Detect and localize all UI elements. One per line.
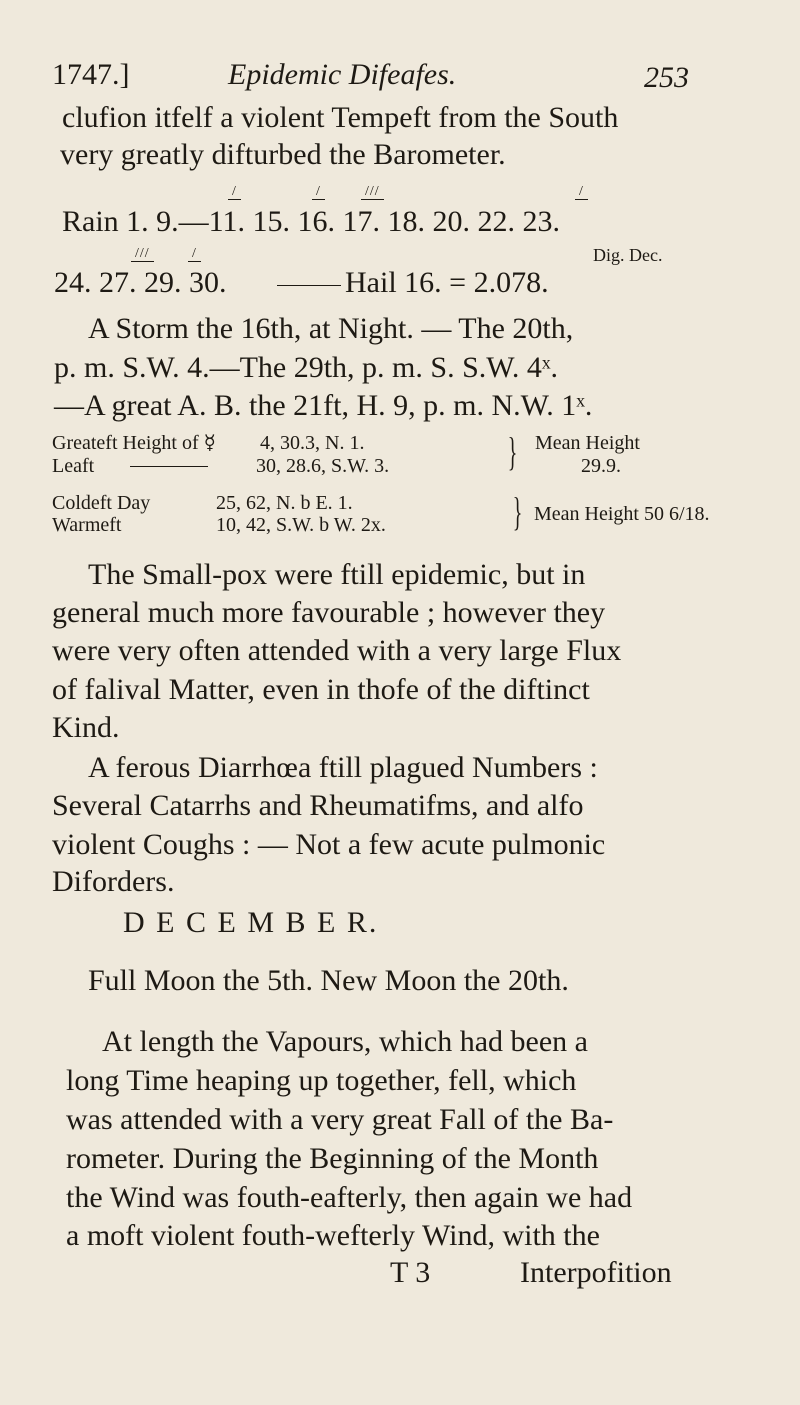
table-row1-label: Greateft Height of ☿ xyxy=(52,432,216,454)
table-row3-label: Coldeft Day xyxy=(52,492,151,514)
moon-line: Full Moon the 5th. New Moon the 20th. xyxy=(88,964,569,997)
final-line-5: the Wind was fouth-eafterly, then again we had xyxy=(66,1181,633,1214)
rain-mark-2: / xyxy=(312,185,325,200)
table-row2-values: 30, 28.6, S.W. 3. xyxy=(256,455,390,477)
dig-dec-label: Dig. Dec. xyxy=(593,245,663,265)
rain-line-2-hail: Hail 16. = 2.078. xyxy=(345,266,549,299)
table-brace-2: } xyxy=(512,489,523,534)
body-line-8: violent Coughs : — Not a few acute pulmonic xyxy=(52,828,606,861)
storm-line-3: —A great A. B. the 21ft, H. 9, p. m. N.W. 1ˣ. xyxy=(54,389,593,422)
header-year: 1747.] xyxy=(52,58,130,91)
table-brace-1: } xyxy=(507,429,518,474)
body-line-2: general much more favourable ; however they xyxy=(52,596,606,629)
rain-mark-5: /// xyxy=(131,247,154,262)
body-line-3: were very often attended with a very large Flux xyxy=(52,634,622,667)
mean-height-value: 29.9. xyxy=(581,455,621,477)
storm-line-1: A Storm the 16th, at Night. — The 20th, xyxy=(88,312,574,345)
mean-height-label: Mean Height xyxy=(535,432,640,454)
catchword: Interpofition xyxy=(520,1256,672,1289)
table-row2-label: Leaft xyxy=(52,455,95,477)
dash-rule xyxy=(277,285,341,286)
month-heading: D E C E M B E R. xyxy=(123,906,379,939)
body-line-9: Diforders. xyxy=(52,865,175,898)
header-title: Epidemic Difeafes. xyxy=(228,58,457,91)
storm-line-2: p. m. S.W. 4.—The 29th, p. m. S. S.W. 4ˣ. xyxy=(54,351,558,384)
table-row1-values: 4, 30.3, N. 1. xyxy=(260,432,365,454)
rain-mark-1: / xyxy=(228,185,241,200)
table-row4-values: 10, 42, S.W. b W. 2x. xyxy=(216,514,386,536)
body-line-4: of falival Matter, even in thofe of the diftinct xyxy=(52,673,590,706)
final-line-3: was attended with a very great Fall of the Ba- xyxy=(66,1103,614,1136)
rain-mark-3: /// xyxy=(361,185,384,200)
body-line-5: Kind. xyxy=(52,711,120,744)
body-line-7: Several Catarrhs and Rheumatifms, and alfo xyxy=(52,789,584,822)
signature-mark: T 3 xyxy=(390,1256,431,1289)
intro-line-1: clufion itfelf a violent Tempeft from the South xyxy=(62,101,619,134)
final-line-2: long Time heaping up together, fell, which xyxy=(66,1064,577,1097)
body-line-1: The Small-pox were ftill epidemic, but in xyxy=(88,558,586,591)
table-row2-rule xyxy=(130,466,208,467)
final-line-4: rometer. During the Beginning of the Month xyxy=(66,1142,599,1175)
body-line-6: A ferous Diarrhœa ftill plagued Numbers : xyxy=(88,751,598,784)
rain-line-2-days: 24. 27. 29. 30. xyxy=(54,266,227,299)
header-page-number: 253 xyxy=(644,61,689,94)
final-line-1: At length the Vapours, which had been a xyxy=(102,1025,588,1058)
rain-mark-6: / xyxy=(188,247,201,262)
intro-line-2: very greatly difturbed the Barometer. xyxy=(60,138,506,171)
table-row4-label: Warmeft xyxy=(52,514,122,536)
final-line-6: a moft violent fouth-wefterly Wind, with the xyxy=(66,1219,600,1252)
rain-line-1: Rain 1. 9.—11. 15. 16. 17. 18. 20. 22. 23. xyxy=(62,205,561,238)
rain-mark-4: / xyxy=(575,185,588,200)
table-row3-values: 25, 62, N. b E. 1. xyxy=(216,492,353,514)
mean-height-2: Mean Height 50 6/18. xyxy=(534,503,710,525)
